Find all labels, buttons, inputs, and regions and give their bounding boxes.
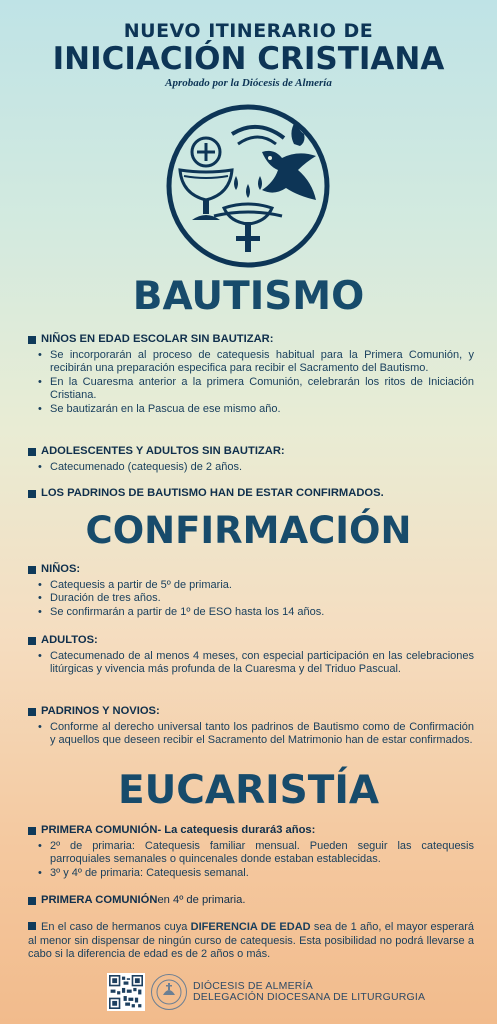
list-item: • 2º de primaria: Catequesis familiar mensual. Pueden seguir las catequesis parroquiales semanales o quincenales donde estaban establecidas. [28,840,474,867]
group-heading: LOS PADRINOS DE BAUTISMO HAN DE ESTAR CONFIRMADOS. [41,487,384,499]
item-list [28,840,474,881]
note-text-post: sea de 1 año, el mayor esperará al menor sin dispensar de ningún curso de catequesis. Esta posibilidad no podrá llevarse a cabo si la diferencia de edad es de 2 años o más. [28,921,474,961]
bautismo-group-adultos [28,445,474,474]
footer [107,972,425,1012]
list-item: • Catecumenado (catequesis) de 2 años. [28,461,474,475]
list-item: • 3º y 4º de primaria: Catequesis semanal. [28,867,474,881]
footer-line2: DELEGACIÓN DIOCESANA DE LITURGURGIA [193,991,426,1003]
list-item: • Se bautizarán en la Pascua de ese mismo año. [28,403,474,417]
group-heading-detail: en 4º de primaria. [157,894,246,906]
item-list [28,579,474,620]
confirmacion-group-ninos [28,563,474,619]
header [0,20,497,90]
qr-code-icon[interactable] [107,973,145,1011]
bautismo-group-ninos [28,333,474,417]
eucaristia-group-primera-comunion-curso [28,894,474,910]
list-item: • Catecumenado de al menos 4 meses, con especial participación en las celebraciones litúrgicas y vivencia más profunda de la Cuaresma y del Triduo Pascual. [28,650,474,677]
bullet-square-icon [28,708,36,716]
footer-text [193,981,425,1004]
section-title-eucaristia: EUCARISTÍA [117,768,380,813]
group-heading: ADOLESCENTES Y ADULTOS SIN BAUTIZAR: [41,445,285,457]
item-list [28,349,474,417]
section-title-bautismo: BAUTISMO [132,274,365,319]
group-heading: PRIMERA COMUNIÓN [41,824,158,836]
list-item: • Catequesis a partir de 5º de primaria. [28,579,474,593]
sacraments-emblem [166,104,330,268]
eucaristia-note-hermanos [28,921,474,962]
note-text-bold: DIFERENCIA DE EDAD [190,921,311,933]
group-heading: PRIMERA COMUNIÓN [41,894,158,906]
group-heading: NIÑOS EN EDAD ESCOLAR SIN BAUTIZAR: [41,333,274,345]
list-item: • Se confirmarán a partir de 1º de ESO hasta los 14 años. [28,606,474,620]
bullet-square-icon [28,490,36,498]
diocese-seal-logo [151,974,187,1010]
bautismo-group-padrinos [28,487,474,503]
list-item: • Duración de tres años. [28,592,474,606]
confirmacion-group-adultos [28,634,474,677]
bullet-square-icon [28,566,36,574]
group-heading: ADULTOS: [41,634,98,646]
header-title-line2: INICIACIÓN CRISTIANA [52,41,445,77]
bullet-square-icon [28,336,36,344]
item-list [28,650,474,677]
seal-icon [152,975,186,1009]
bullet-square-icon [28,827,36,835]
list-item: • En la Cuaresma anterior a la primera Comunión, celebrarán los ritos de Iniciación Cristiana. [28,376,474,403]
group-heading-duration: 3 años [276,824,312,836]
list-item: • Conforme al derecho universal tanto los padrinos de Bautismo como de Confirmación y aquellos que deseen recibir el Sacramento del Matrimonio han de estar confirmados. [28,721,474,748]
list-item: • Se incorporarán al proceso de catequesis habitual para la Primera Comunión, y recibirán una preparación especifica para recibir el Sacramento del Bautismo. [28,349,474,376]
note-text-pre: En el caso de hermanos cuya [41,921,191,933]
footer-line1: DIÓCESIS DE ALMERÍA [193,979,313,992]
section-title-confirmacion: CONFIRMACIÓN [85,509,412,552]
group-heading-detail: - La catequesis durará [157,824,277,836]
eucaristia-group-primera-comunion [28,824,474,880]
item-list [28,721,474,748]
group-heading: NIÑOS: [41,563,81,575]
header-title-line1: NUEVO ITINERARIO DE [123,20,374,42]
header-subtitle: Aprobado por la Diócesis de Almería [165,77,332,89]
group-heading-colon: : [311,824,316,836]
item-list [28,461,474,475]
bullet-square-icon [28,637,36,645]
bullet-square-icon [28,922,36,930]
bullet-square-icon [28,897,36,905]
bullet-square-icon [28,448,36,456]
group-heading: PADRINOS Y NOVIOS: [41,705,160,717]
confirmacion-group-padrinos-novios [28,705,474,748]
